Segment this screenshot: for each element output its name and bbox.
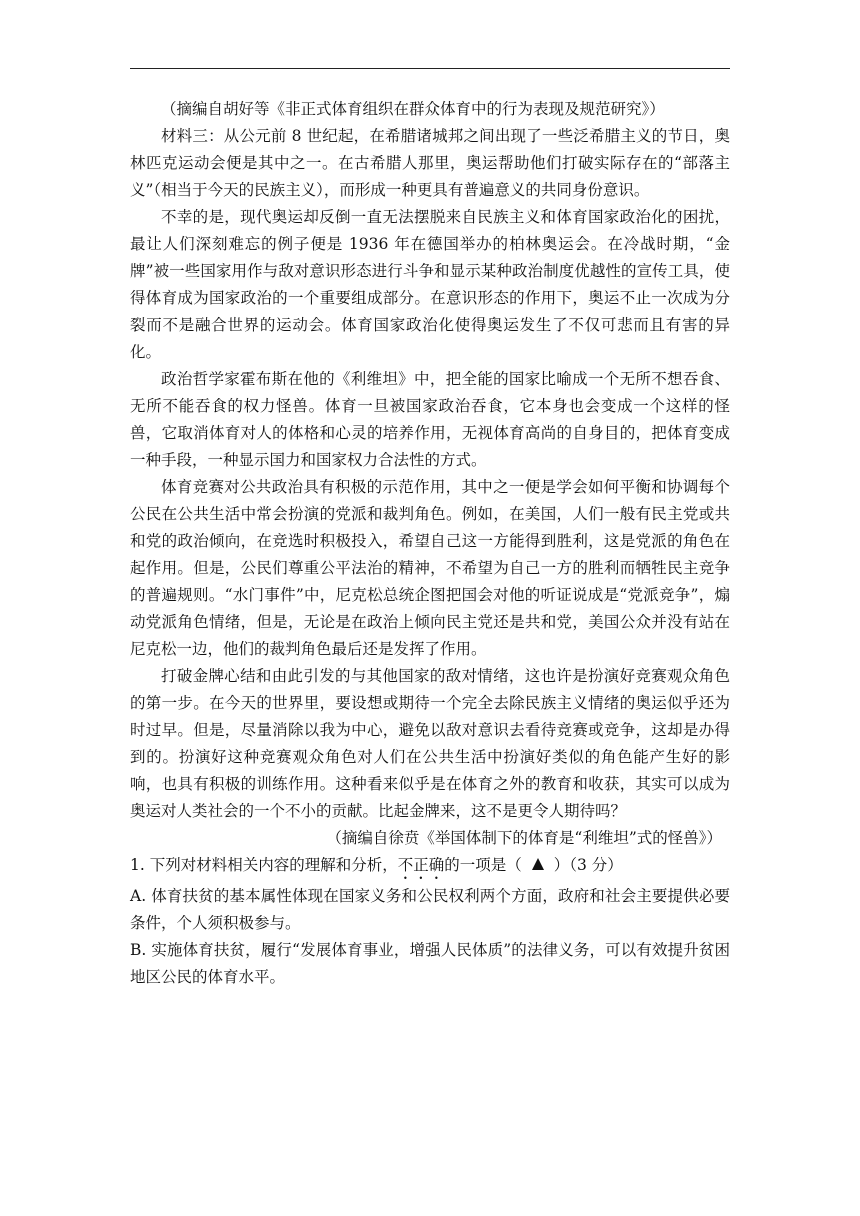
question-1 bbox=[130, 852, 730, 883]
question-emphasis: 不正确 bbox=[397, 856, 445, 874]
source-citation-1: （摘编自胡好等《非正式体育组织在群众体育中的行为表现及规范研究》） bbox=[161, 100, 665, 118]
question-close: ）（3 分） bbox=[553, 856, 623, 874]
paragraph-material-3: 材料三：从公元前 8 世纪起，在希腊诸城邦之间出现了一些泛希腊主义的节日，奥林匹克运动会便是其中之一。在古希腊人那里，奥运帮助他们打破实际存在的“部落主义”（相当于今天的民族主义），而形成一种更具有普遍意义的共同身份意识。 bbox=[130, 127, 730, 199]
answer-blank-triangle-icon bbox=[532, 858, 544, 870]
paragraph-3: 政治哲学家霍布斯在他的《利维坦》中，把全能的国家比喻成一个无所不想吞食、无所不能吞食的权力怪兽。体育一旦被国家政治吞食，它本身也会变成一个这样的怪兽，它取消体育对人的体格和心灵的培养作用，无视体育高尚的自身目的，把体育变成一种手段，一种显示国力和国家权力合法性的方式。 bbox=[130, 370, 730, 469]
option-b: B. 实施体育扶贫，履行“发展体育事业，增强人民体质”的法律义务，可以有效提升贫困地区公民的体育水平。 bbox=[130, 941, 730, 986]
document-body bbox=[130, 96, 730, 991]
question-prefix: 1. 下列对材料相关内容的理解和分析， bbox=[130, 856, 398, 874]
paragraph-5: 打破金牌心结和由此引发的与其他国家的敌对情绪，这也许是扮演好竞赛观众角色的第一步。在今天的世界里，要设想或期待一个完全去除民族主义情绪的奥运似乎还为时过早。但是，尽量消除以我为中心，避免以敌对意识去看待竞赛或竞争，这却是办得到的。扮演好这种竞赛观众角色对人们在公共生活中扮演好类似的角色能产生好的影响，也具有积极的训练作用。这种看来似乎是在体育之外的教育和收获，其实可以成为奥运对人类社会的一个不小的贡献。比起金牌来，这不是更令人期待吗？ bbox=[130, 667, 730, 820]
source-citation-2: （摘编自徐贲《举国体制下的体育是“利维坦”式的怪兽》） bbox=[326, 829, 722, 847]
option-a: A. 体育扶贫的基本属性体现在国家义务和公民权利两个方面，政府和社会主要提供必要条件，个人须积极参与。 bbox=[130, 887, 730, 932]
paragraph-2: 不幸的是，现代奥运却反倒一直无法摆脱来自民族主义和体育国家政治化的困扰，最让人们深刻难忘的例子便是 1936 年在德国举办的柏林奥运会。在冷战时期，“金牌”被一些国家用作与敌对意识形态进行斗争和显示某种政治制度优越性的宣传工具，使得体育成为国家政治的一个重要组成部分。在意识形态的作用下，奥运不止一次成为分裂而不是融合世界的运动会。体育国家政治化使得奥运发生了不仅可悲而且有害的异化。 bbox=[130, 208, 730, 361]
paragraph-4: 体育竞赛对公共政治具有积极的示范作用，其中之一便是学会如何平衡和协调每个公民在公共生活中常会扮演的党派和裁判角色。例如，在美国，人们一般有民主党或共和党的政治倾向，在竞选时积极投入，希望自己这一方能得到胜利，这是党派的角色在起作用。但是，公民们尊重公平法治的精神，不希望为自己一方的胜利而牺牲民主竞争的普遍规则。“水门事件”中，尼克松总统企图把国会对他的听证说成是“党派竞争”，煽动党派角色情绪，但是，无论是在政治上倾向民主党还是共和党，美国公众并没有站在尼克松一边，他们的裁判角色最后还是发挥了作用。 bbox=[130, 478, 730, 658]
header-rule bbox=[130, 68, 730, 69]
question-suffix: 的一项是（ bbox=[444, 856, 522, 874]
